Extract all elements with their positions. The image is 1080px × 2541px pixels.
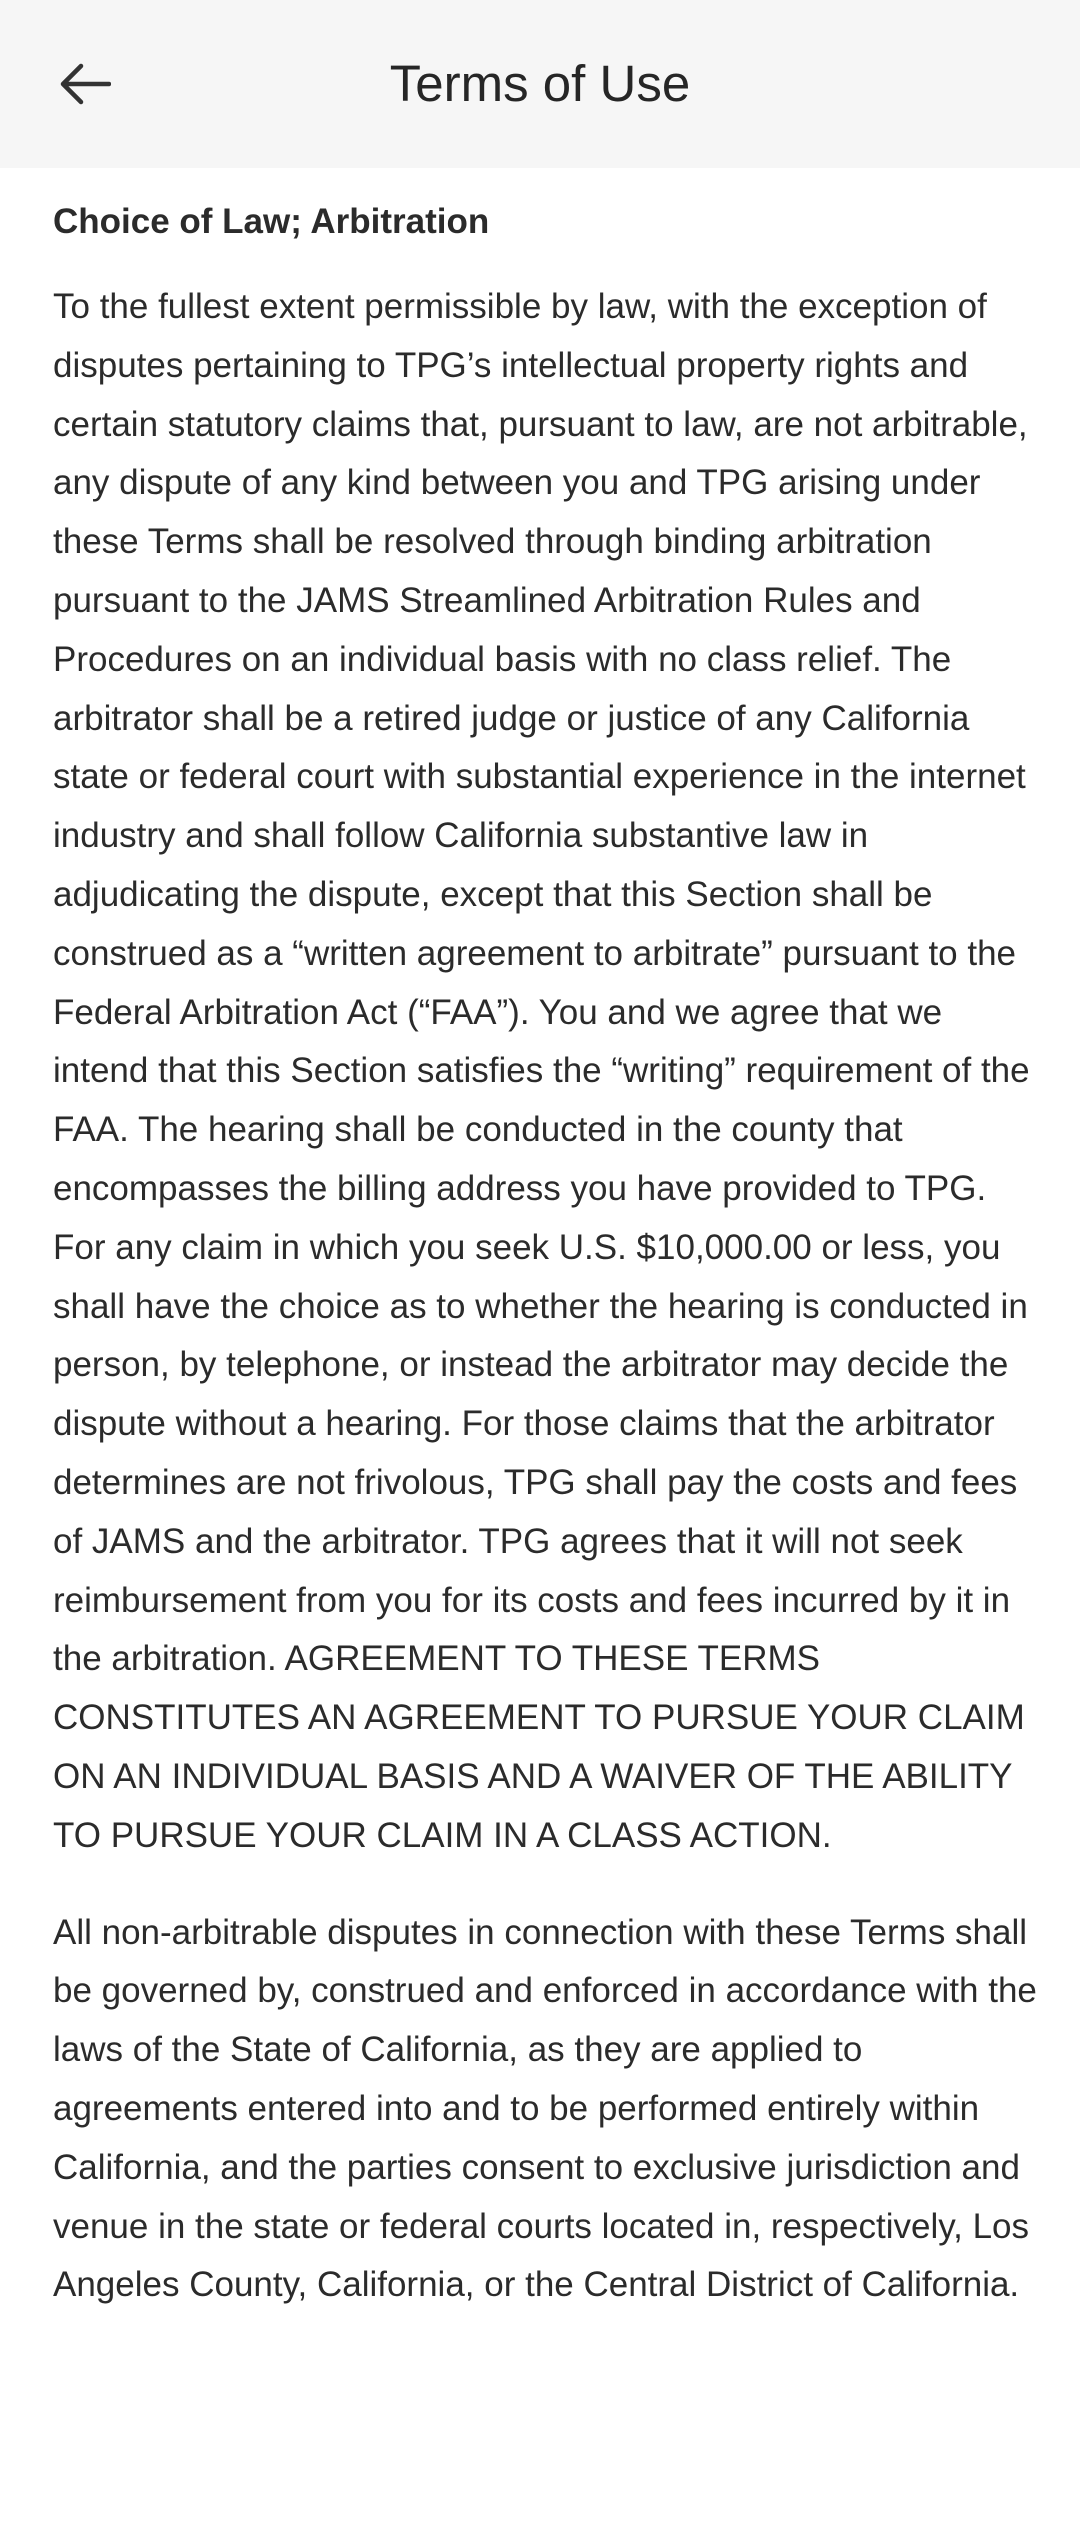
section-heading: Choice of Law; Arbitration bbox=[53, 202, 490, 241]
page-title: Terms of Use bbox=[389, 55, 691, 112]
governing-law-paragraph: All non-arbitrable disputes in connection with these Terms shall be governed by, construed and enforced in accordance with the laws of the State of California, as they are applied to agreements entered into and to be performed entirely within California, and the parties consent to exclusive jurisdiction and venue in the state or federal courts located in, respectively, Los Angeles County, California, or the Central District of California. bbox=[53, 1912, 1037, 2305]
terms-content bbox=[53, 196, 1038, 2353]
app-bar bbox=[0, 0, 1080, 168]
arrow-left-icon bbox=[59, 62, 111, 106]
arbitration-paragraph: To the fullest extent permissible by law, with the exception of disputes pertaining to TPG’s intellectual property rights and certain statutory claims that, pursuant to law, are not arbitrable, any dispute of any kind between you and TPG arising under these Terms shall be resolved through binding arbitration pursuant to the JAMS Streamlined Arbitration Rules and Procedures on an individual basis with no class relief. The arbitrator shall be a retired judge or justice of any California state or federal court with substantial experience in the internet industry and shall follow California substantive law in adjudicating the dispute, except that this Section shall be construed as a “written agreement to arbitrate” pursuant to the Federal Arbitration Act (“FAA”). You and we agree that we intend that this Section satisfies the “writing” requirement of the FAA. The hearing shall be conducted in the county that encompasses the billing address you have provided to TPG. For any claim in which you seek U.S. $10,000.00 or less, you shall have the choice as to whether the hearing is conducted in person, by telephone, or instead the arbitrator may decide the dispute without a hearing. For those claims that the arbitrator determines are not frivolous, TPG shall pay the costs and fees of JAMS and the arbitrator. TPG agrees that it will not seek reimbursement from you for its costs and fees incurred by it in the arbitration. AGREEMENT TO THESE TERMS CONSTITUTES AN AGREEMENT TO PURSUE YOUR CLAIM ON AN INDIVIDUAL BASIS AND A WAIVER OF THE ABILITY TO PURSUE YOUR CLAIM IN A CLASS ACTION. bbox=[53, 287, 1030, 1855]
back-button[interactable] bbox=[40, 44, 130, 124]
